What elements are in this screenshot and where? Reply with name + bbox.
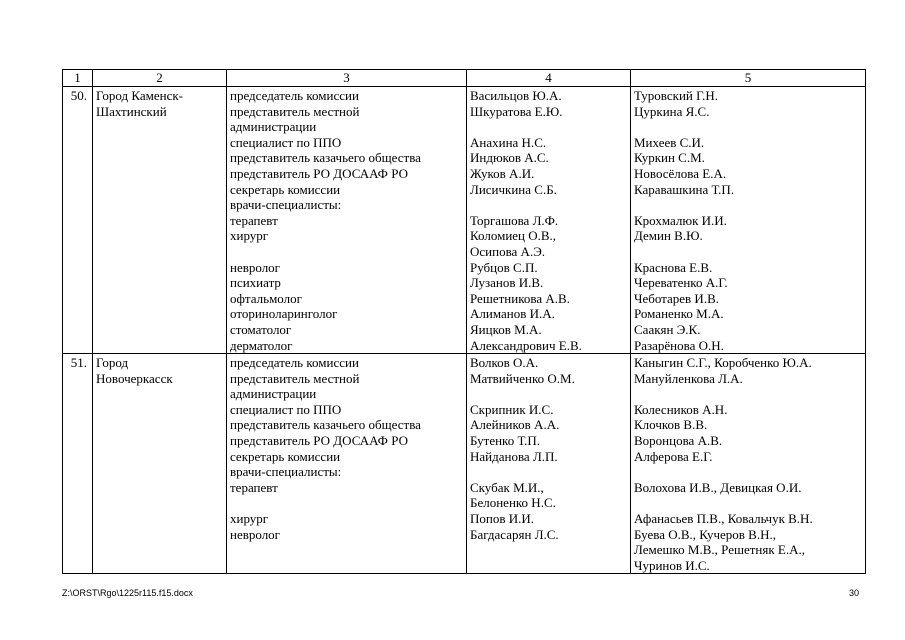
roles-line: председатель комиссии bbox=[230, 88, 359, 103]
members-line: Белоненко Н.С. bbox=[470, 495, 556, 511]
members-line: Лисичкина С.Б. bbox=[470, 181, 557, 197]
members-line: Александрович Е.В. bbox=[470, 337, 582, 353]
members-line: Алиманов И.А. bbox=[470, 306, 555, 322]
roles-line: невролог bbox=[230, 526, 281, 542]
roles-line: председатель комиссии bbox=[230, 355, 359, 371]
members-line: Найданова Л.П. bbox=[470, 448, 558, 464]
members-line: Рубцов С.П. bbox=[470, 259, 538, 275]
commission-table bbox=[62, 69, 866, 574]
members-cell bbox=[467, 87, 631, 354]
reserve-line: Лемешко М.В., Решетняк Е.А., bbox=[634, 542, 806, 558]
members-line: Бутенко Т.П. bbox=[470, 433, 540, 449]
reserve-line: Афанасьев П.В., Ковальчук В.Н. bbox=[634, 511, 813, 527]
reserve-cell bbox=[631, 87, 866, 354]
header-cell-1: 1 bbox=[63, 70, 93, 87]
reserve-line bbox=[634, 244, 862, 260]
reserve-line: Клочков В.В. bbox=[634, 417, 708, 433]
members-line: Яицков М.А. bbox=[470, 321, 542, 337]
reserve-line: Воронцова А.В. bbox=[634, 433, 723, 449]
roles-line: представитель местной bbox=[230, 370, 360, 386]
reserve-line: Колесников А.Н. bbox=[634, 401, 728, 417]
table-row bbox=[63, 87, 866, 354]
roles-cell bbox=[227, 354, 467, 574]
reserve-line: Саакян Э.К. bbox=[634, 321, 701, 337]
roles-line: секретарь комиссии bbox=[230, 181, 341, 197]
reserve-line bbox=[634, 386, 862, 402]
roles-line: представитель местной bbox=[230, 103, 360, 119]
reserve-line: Демин В.Ю. bbox=[634, 228, 703, 244]
place-cell bbox=[93, 87, 227, 354]
reserve-line: Куркин С.М. bbox=[634, 150, 705, 166]
roles-line: представитель казачьего общества bbox=[230, 417, 421, 433]
roles-line: врачи-специалисты: bbox=[230, 464, 342, 480]
roles-line: врачи-специалисты: bbox=[230, 197, 342, 213]
members-line bbox=[470, 119, 627, 135]
roles-line: представитель казачьего общества bbox=[230, 150, 421, 166]
members-line: Матвийченко О.М. bbox=[470, 370, 575, 386]
roles-line: психиатр bbox=[230, 275, 281, 291]
roles-line: администрации bbox=[230, 119, 317, 135]
roles-line: стоматолог bbox=[230, 321, 292, 337]
members-line: Индюков А.С. bbox=[470, 150, 549, 166]
members-line: Васильцов Ю.А. bbox=[470, 88, 562, 103]
roles-line: невролог bbox=[230, 259, 281, 275]
reserve-line: Туровский Г.Н. bbox=[634, 88, 719, 103]
roles-line: оториноларинголог bbox=[230, 306, 338, 322]
reserve-line bbox=[634, 119, 862, 135]
place-line: Шахтинский bbox=[96, 103, 167, 119]
members-cell bbox=[467, 354, 631, 574]
members-line: Торгашова Л.Ф. bbox=[470, 212, 559, 228]
members-line: Лузанов И.В. bbox=[470, 275, 544, 291]
reserve-line: Краснова Е.В. bbox=[634, 259, 713, 275]
reserve-line: Цуркина Я.С. bbox=[634, 103, 710, 119]
members-line: Алейников А.А. bbox=[470, 417, 560, 433]
reserve-line: Буева О.В., Кучеров В.Н., bbox=[634, 526, 776, 542]
members-line: Шкуратова Е.Ю. bbox=[470, 103, 563, 119]
reserve-line bbox=[634, 197, 862, 213]
reserve-cell bbox=[631, 354, 866, 574]
members-line: Осипова А.Э. bbox=[470, 243, 546, 259]
reserve-line: Череватенко А.Г. bbox=[634, 275, 728, 291]
roles-line: офтальмолог bbox=[230, 290, 302, 306]
roles-line: представитель РО ДОСААФ РО bbox=[230, 433, 408, 449]
roles-line: специалист по ППО bbox=[230, 134, 342, 150]
reserve-line: Волохова И.В., Девицкая О.И. bbox=[634, 479, 802, 495]
roles-cell bbox=[227, 87, 467, 354]
members-line bbox=[470, 197, 627, 213]
roles-line: терапевт bbox=[230, 479, 278, 495]
row-number: 50. bbox=[63, 87, 93, 354]
members-line: Волков О.А. bbox=[470, 355, 539, 371]
roles-line bbox=[230, 495, 463, 511]
place-line: Город Каменск- bbox=[96, 88, 184, 103]
roles-line: дерматолог bbox=[230, 337, 293, 353]
place-line: Новочеркасск bbox=[96, 370, 173, 386]
roles-line: специалист по ППО bbox=[230, 401, 342, 417]
roles-line: терапевт bbox=[230, 212, 278, 228]
page-number: 30 bbox=[849, 588, 860, 598]
reserve-line: Каравашкина Т.П. bbox=[634, 181, 735, 197]
header-cell-5: 5 bbox=[631, 70, 866, 87]
reserve-line: Чуринов И.С. bbox=[634, 557, 710, 573]
file-path: Z:\ORST\Rgo\1225r115.f15.docx bbox=[62, 588, 193, 598]
reserve-line: Крохмалюк И.И. bbox=[634, 212, 727, 228]
reserve-line: Каныгин С.Г., Коробченко Ю.А. bbox=[634, 355, 812, 371]
roles-line: хирург bbox=[230, 511, 269, 527]
reserve-line: Мануйленкова Л.А. bbox=[634, 370, 743, 386]
table-row bbox=[63, 354, 866, 574]
header-cell-3: 3 bbox=[227, 70, 467, 87]
members-line bbox=[470, 386, 627, 402]
reserve-line: Разарёнова О.Н. bbox=[634, 337, 724, 353]
reserve-line: Алферова Е.Г. bbox=[634, 448, 713, 464]
header-cell-2: 2 bbox=[93, 70, 227, 87]
row-number: 51. bbox=[63, 354, 93, 574]
members-line: Жуков А.И. bbox=[470, 165, 535, 181]
reserve-line: Михеев С.И. bbox=[634, 134, 705, 150]
reserve-line bbox=[634, 464, 862, 480]
place-cell bbox=[93, 354, 227, 574]
reserve-line: Новосёлова Е.А. bbox=[634, 165, 727, 181]
roles-line: секретарь комиссии bbox=[230, 448, 341, 464]
members-line bbox=[470, 464, 627, 480]
roles-line: администрации bbox=[230, 386, 317, 402]
place-line: Город bbox=[96, 355, 129, 371]
roles-line: представитель РО ДОСААФ РО bbox=[230, 165, 408, 181]
members-line: Решетникова А.В. bbox=[470, 290, 570, 306]
reserve-line: Романенко М.А. bbox=[634, 306, 724, 322]
members-line: Скубак М.И., bbox=[470, 479, 544, 495]
members-line: Багдасарян Л.С. bbox=[470, 526, 559, 542]
members-line: Попов И.И. bbox=[470, 511, 535, 527]
members-line: Анахина Н.С. bbox=[470, 134, 547, 150]
reserve-line bbox=[634, 495, 862, 511]
reserve-line: Чеботарев И.В. bbox=[634, 290, 719, 306]
header-cell-4: 4 bbox=[467, 70, 631, 87]
header-row bbox=[63, 70, 866, 87]
roles-line: хирург bbox=[230, 228, 269, 244]
members-line: Коломиец О.В., bbox=[470, 228, 557, 244]
members-line: Скрипник И.С. bbox=[470, 401, 554, 417]
roles-line bbox=[230, 244, 463, 260]
